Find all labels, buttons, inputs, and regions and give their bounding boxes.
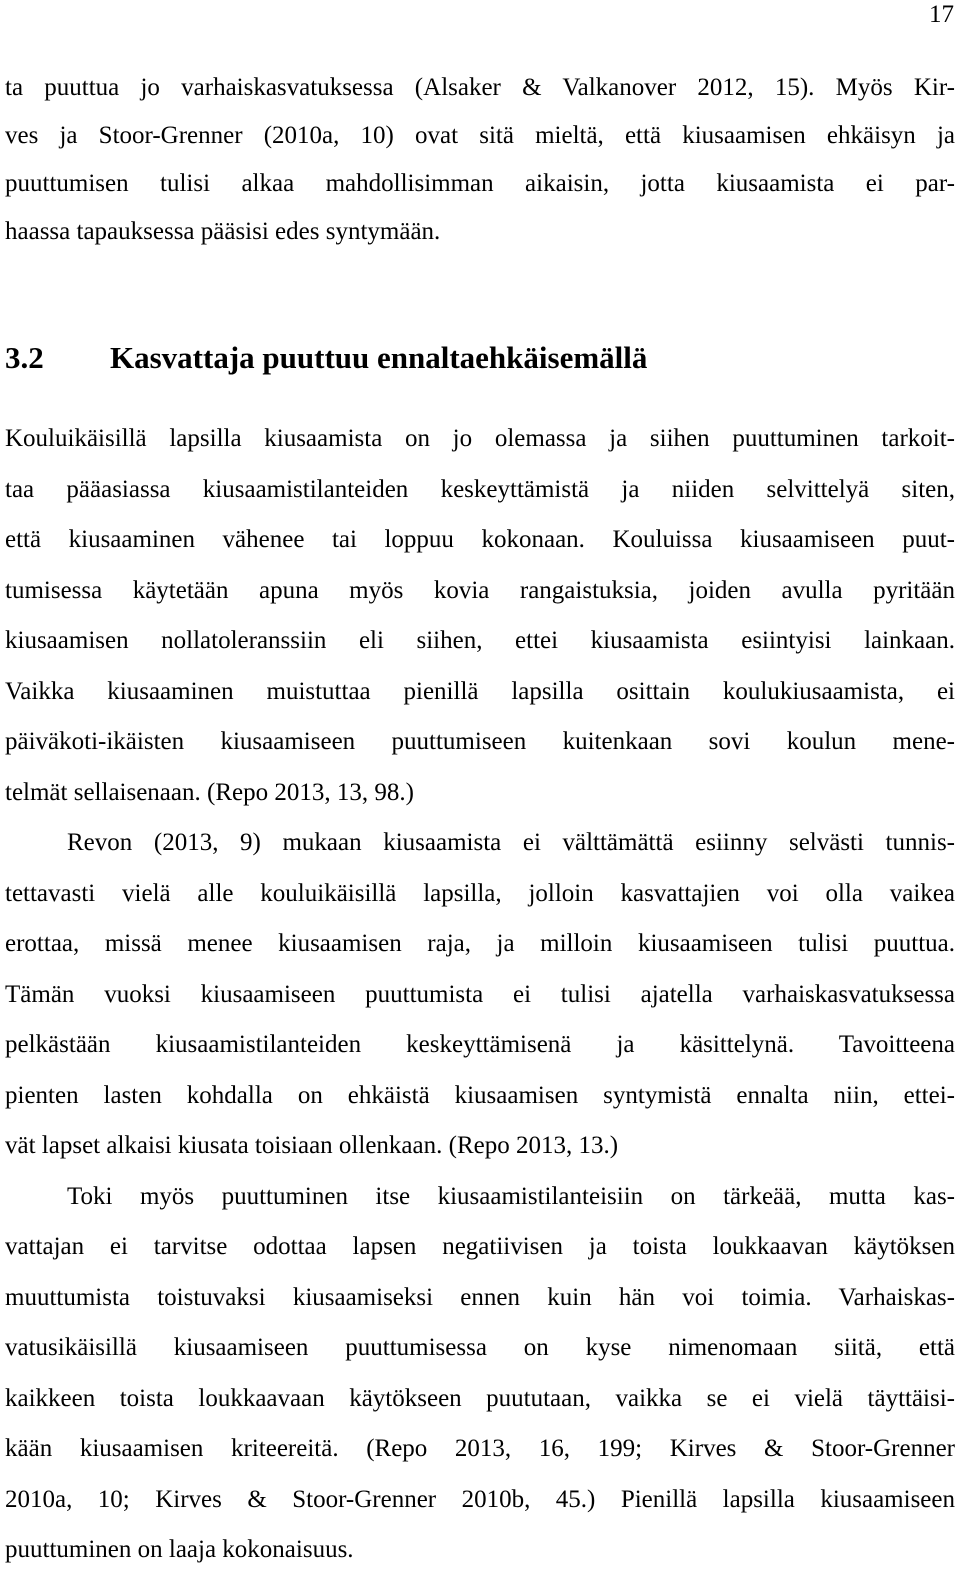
- text-line: tettavasti vielä alle kouluikäisillä lapsilla, jolloin kasvattajien voi olla vaikea: [5, 879, 955, 907]
- section-title: Kasvattaja puuttuu ennaltaehkäisemällä: [110, 340, 648, 375]
- text-line: haassa tapauksessa pääsisi edes syntymään.: [5, 218, 441, 245]
- text-line: Revon (2013, 9) mukaan kiusaamista ei välttämättä esiinny selvästi tunnis-: [67, 829, 955, 856]
- text-line: ta puuttua jo varhaiskasvatuksessa (Alsaker & Valkanover 2012, 15). Myös Kir-: [5, 74, 955, 101]
- text-line: erottaa, missä menee kiusaamisen raja, ja milloin kiusaamiseen tulisi puuttua.: [5, 930, 955, 957]
- text-line: vattajan ei tarvitse odottaa lapsen negatiivisen ja toista loukkaavan käytöksen: [5, 1233, 955, 1260]
- text-line: pelkästään kiusaamistilanteiden keskeyttämisenä ja käsittelynä. Tavoitteena: [5, 1031, 955, 1058]
- paragraph: [5, 414, 955, 818]
- text-line: kaikkeen toista loukkaavaan käytökseen puututaan, vaikka se ei vielä täyttäisi-: [5, 1384, 955, 1412]
- text-line: vät lapset alkaisi kiusata toisiaan ollenkaan. (Repo 2013, 13.): [5, 1132, 619, 1159]
- text-line: Vaikka kiusaaminen muistuttaa pienillä lapsilla osittain koulukiusaamista, ei: [5, 677, 955, 705]
- text-line: että kiusaaminen vähenee tai loppuu kokonaan. Kouluissa kiusaamiseen puut-: [5, 526, 955, 553]
- paragraph: [5, 1172, 955, 1576]
- text-line: 2010a, 10; Kirves & Stoor-Grenner 2010b, 45.) Pienillä lapsilla kiusaamiseen: [5, 1485, 955, 1513]
- intro-paragraph: [5, 64, 955, 256]
- section-number: 3.2: [5, 340, 44, 375]
- text-line: muuttumista toistuvaksi kiusaamiseksi ennen kuin hän voi toimia. Varhaiskas-: [5, 1283, 955, 1311]
- text-line: kään kiusaamisen kriteereitä. (Repo 2013, 16, 199; Kirves & Stoor-Grenner: [5, 1435, 955, 1462]
- text-line: kiusaamisen nollatoleranssiin eli siihen, ettei kiusaamista esiintyisi lainkaan.: [5, 627, 955, 654]
- text-line: tumisessa käytetään apuna myös kovia rangaistuksia, joiden avulla pyritään: [5, 576, 955, 604]
- text-line: päiväkoti-ikäisten kiusaamiseen puuttumiseen kuitenkaan sovi koulun mene-: [5, 728, 955, 755]
- text-line: puuttumisen tulisi alkaa mahdollisimman aikaisin, jotta kiusaamista ei par-: [5, 170, 955, 197]
- text-line: Tämän vuoksi kiusaamiseen puuttumista ei tulisi ajatella varhaiskasvatuksessa: [5, 980, 955, 1008]
- text-line: Toki myös puuttuminen itse kiusaamistilanteisiin on tärkeää, mutta kas-: [67, 1182, 955, 1210]
- text-line: Kouluikäisillä lapsilla kiusaamista on jo olemassa ja siihen puuttuminen tarkoit-: [5, 425, 955, 452]
- text-line: puuttuminen on laaja kokonaisuus.: [5, 1536, 354, 1563]
- text-line: vatusikäisillä kiusaamiseen puuttumisessa on kyse nimenomaan siitä, että: [5, 1334, 955, 1361]
- text-line: taa pääasiassa kiusaamistilanteiden keskeyttämistä ja niiden selvittelyä siten,: [5, 475, 955, 503]
- page-number: 17: [929, 1, 954, 28]
- text-line: ves ja Stoor-Grenner (2010a, 10) ovat sitä mieltä, että kiusaamisen ehkäisyn ja: [5, 122, 955, 149]
- section-body: [5, 414, 955, 1576]
- text-line: telmät sellaisenaan. (Repo 2013, 13, 98.): [5, 778, 414, 806]
- text-line: pienten lasten kohdalla on ehkäistä kiusaamisen syntymistä ennalta niin, ettei-: [5, 1081, 955, 1109]
- section-heading: [5, 335, 647, 381]
- paragraph: [5, 818, 955, 1172]
